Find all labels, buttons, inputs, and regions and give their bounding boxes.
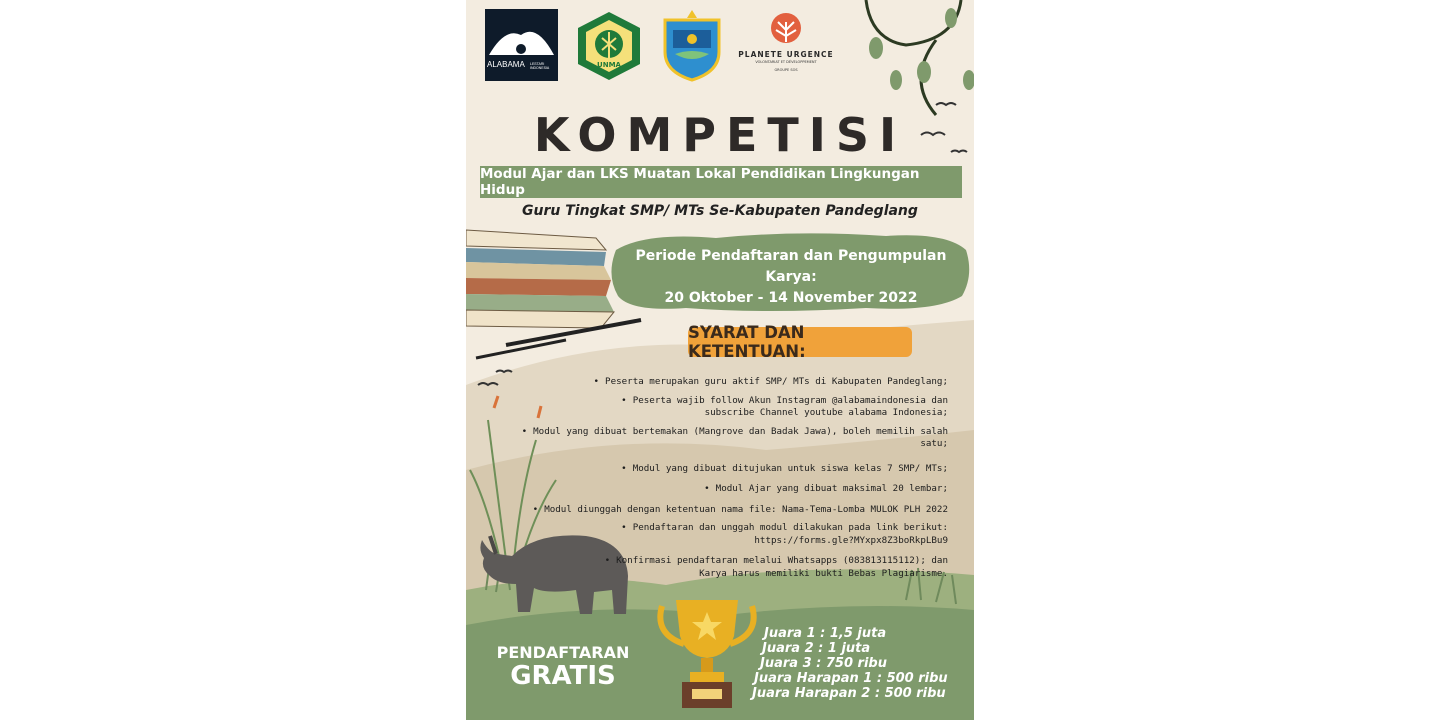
rule-item: • Modul Ajar yang dibuat maksimal 20 lembar; bbox=[704, 483, 948, 494]
alabama-logo-text: ALABAMA bbox=[487, 60, 525, 69]
prize-item: Juara 1 : 1,5 juta bbox=[764, 626, 887, 641]
pandeglang-crest bbox=[661, 8, 723, 82]
tree-icon bbox=[736, 12, 836, 46]
planete-urgence-logo bbox=[736, 12, 836, 76]
rule-item-continued: Karya harus memiliki bukti Bebas Plagiarisme. bbox=[699, 567, 948, 579]
mountain-icon bbox=[485, 9, 558, 59]
rule-item: • Peserta merupakan guru aktif SMP/ MTs di Kabupaten Pandeglang; bbox=[593, 376, 948, 387]
target-audience: Guru Tingkat SMP/ MTs Se-Kabupaten Pandeglang bbox=[522, 203, 918, 219]
alabama-logo bbox=[485, 9, 558, 81]
rule-item: • Pendaftaran dan unggah modul dilakukan pada link berikut: bbox=[621, 522, 948, 533]
unma-emblem-icon bbox=[572, 10, 646, 82]
rule-item: • Konfirmasi pendaftaran melalui Whatsapps (083813115112); dan bbox=[604, 555, 948, 566]
period-label: Periode Pendaftaran dan Pengumpulan Karya: bbox=[635, 247, 947, 285]
prize-item: Juara 3 : 750 ribu bbox=[760, 656, 887, 671]
registration-period bbox=[620, 244, 962, 310]
prize-item: Juara Harapan 1 : 500 ribu bbox=[754, 671, 948, 686]
rule-item-continued: https://forms.gle?MYxpx8Z3boRkpLBu9 bbox=[754, 534, 948, 546]
unma-logo-text: UNMA bbox=[597, 61, 621, 69]
regency-crest-icon bbox=[661, 8, 723, 82]
planete-logo-group: GROUPE SOS bbox=[774, 68, 798, 72]
subtitle-band: Modul Ajar dan LKS Muatan Lokal Pendidikan Lingkungan Hidup bbox=[480, 166, 962, 198]
free-registration-emphasis: GRATIS bbox=[510, 661, 616, 691]
competition-poster bbox=[466, 0, 974, 720]
poster-title: KOMPETISI bbox=[533, 108, 907, 162]
rule-item-continued: subscribe Channel youtube alabama Indonesia; bbox=[704, 407, 948, 418]
rule-item: • Peserta wajib follow Akun Instagram @alabamaindonesia dan bbox=[621, 394, 948, 406]
rule-item: • Modul diunggah dengan ketentuan nama file: Nama-Tema-Lomba MULOK PLH 2022 bbox=[532, 503, 948, 515]
rules-list bbox=[508, 376, 948, 580]
trophy-icon bbox=[654, 594, 760, 712]
alabama-logo-sub: LESTARI INDONESIA bbox=[530, 62, 550, 70]
rules-heading: SYARAT DAN KETENTUAN: bbox=[688, 327, 912, 357]
free-registration-label: PENDAFTARAN bbox=[496, 643, 630, 662]
prize-item: Juara Harapan 2 : 500 ribu bbox=[752, 686, 946, 701]
prize-list bbox=[748, 626, 948, 701]
planete-logo-tagline: VOLONTARIAT ET DÉVELOPPEMENT bbox=[755, 60, 817, 64]
unma-logo bbox=[572, 10, 646, 82]
period-dates: 20 Oktober - 14 November 2022 bbox=[664, 289, 918, 306]
rule-item: • Modul yang dibuat ditujukan untuk siswa kelas 7 SMP/ MTs; bbox=[621, 462, 948, 474]
planete-logo-name: PLANETE URGENCE bbox=[738, 50, 834, 59]
rule-item: • Modul yang dibuat bertemakan (Mangrove dan Badak Jawa), boleh memilih salah satu; bbox=[521, 425, 948, 449]
prize-item: Juara 2 : 1 juta bbox=[762, 641, 871, 656]
